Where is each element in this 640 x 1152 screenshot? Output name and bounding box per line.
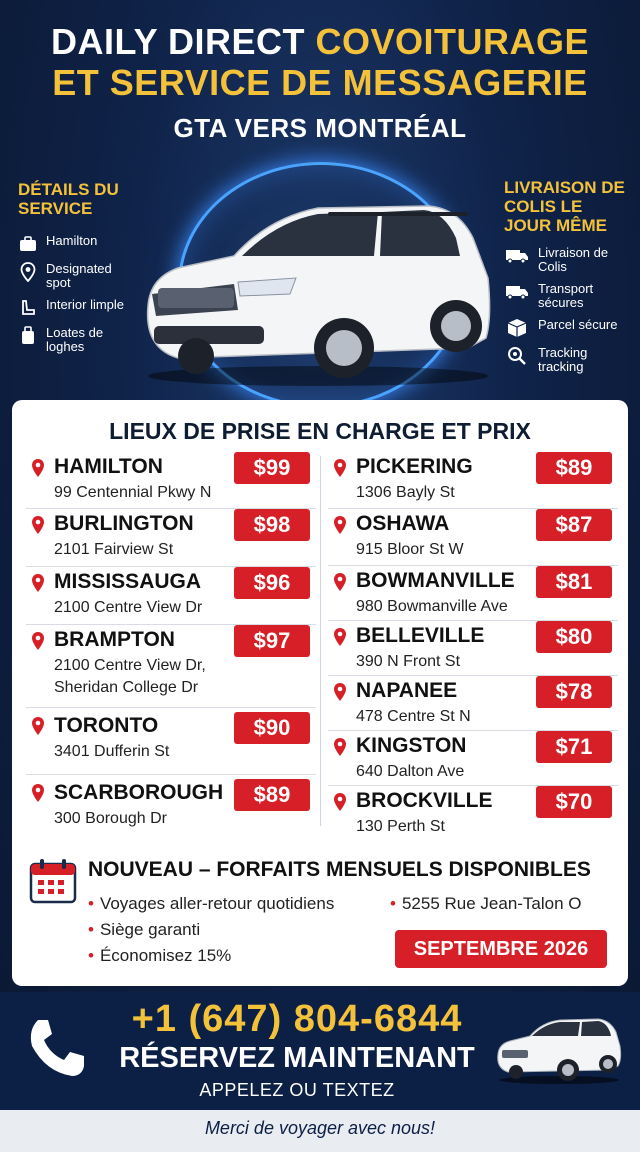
location-pin-icon xyxy=(332,792,348,812)
price-badge: $89 xyxy=(536,452,612,484)
delivery-item xyxy=(504,246,634,274)
pickup-row xyxy=(328,731,618,786)
pickup-row xyxy=(328,452,618,509)
pickup-address: 2100 Centre View Dr, Sheridan College Dr xyxy=(54,657,206,696)
delivery-item-label: Parcel sécure xyxy=(538,317,618,332)
pickup-city: PICKERING xyxy=(356,455,473,478)
delivery-item-label: Tracking tracking xyxy=(538,345,588,374)
headline-line-2: ET SERVICE DE MESSAGERIE xyxy=(52,62,588,103)
location-pin-icon xyxy=(332,737,348,757)
price-badge: $97 xyxy=(234,625,310,657)
monthly-plans-title: NOUVEAU – FORFAITS MENSUELS DISPONIBLES xyxy=(88,858,591,881)
location-pin-icon xyxy=(30,515,46,535)
call-or-text: APPELEZ OU TEXTEZ xyxy=(199,1080,395,1100)
thanks-bar xyxy=(0,1110,640,1152)
pickup-city: TORONTO xyxy=(54,714,159,737)
location-pin-icon xyxy=(332,572,348,592)
car-seat-icon xyxy=(18,298,38,318)
price-badge: $70 xyxy=(536,786,612,818)
pickup-city: MISSISSAUGA xyxy=(54,570,202,593)
pickup-row xyxy=(328,621,618,676)
pickup-row xyxy=(328,509,618,566)
luggage-icon xyxy=(18,326,38,346)
pickup-city: HAMILTON xyxy=(54,455,163,478)
location-pin-icon xyxy=(30,631,46,651)
service-item xyxy=(18,262,138,290)
pickup-row xyxy=(26,775,316,835)
pickup-address: 2101 Fairview St xyxy=(54,541,174,558)
pickup-city: SCARBOROUGH xyxy=(54,781,224,804)
pickup-address: 300 Borough Dr xyxy=(54,810,167,827)
service-item-label: Loates de loghes xyxy=(46,325,104,354)
delivery-list xyxy=(504,246,634,382)
service-item-label: Hamilton xyxy=(46,233,98,248)
plan-address: • 5255 Rue Jean-Talon O xyxy=(390,894,582,914)
location-pin-icon xyxy=(332,515,348,535)
suv-thumbnail xyxy=(494,1014,624,1086)
pickup-row xyxy=(26,625,316,708)
delivery-title: LIVRAISON DE COLIS LE JOUR MÊME xyxy=(504,178,625,235)
pickup-address: 2100 Centre View Dr xyxy=(54,599,203,616)
price-badge: $99 xyxy=(234,452,310,484)
pickup-city: OSHAWA xyxy=(356,512,450,535)
pickup-address: 390 N Front St xyxy=(356,653,461,670)
plan-bullet: • Siège garanti xyxy=(88,920,200,940)
location-pin-icon xyxy=(18,262,38,282)
service-item xyxy=(18,298,138,318)
pickup-city: NAPANEE xyxy=(356,679,458,702)
location-pin-icon xyxy=(332,458,348,478)
location-pin-icon xyxy=(30,716,46,736)
delivery-item xyxy=(504,318,634,338)
column-divider xyxy=(320,456,321,826)
pickup-row xyxy=(328,566,618,621)
pickup-row xyxy=(26,509,316,567)
pickup-city: BURLINGTON xyxy=(54,512,194,535)
service-details-list xyxy=(18,234,138,362)
price-badge: $87 xyxy=(536,509,612,541)
price-badge: $81 xyxy=(536,566,612,598)
briefcase-icon xyxy=(18,234,38,254)
calendar-icon xyxy=(28,856,78,906)
pickup-address: 478 Centre St N xyxy=(356,708,471,725)
service-item xyxy=(18,234,138,254)
pickup-address: 640 Dalton Ave xyxy=(356,763,465,780)
header xyxy=(0,22,640,144)
headline-white: DAILY DIRECT xyxy=(50,21,305,62)
price-badge: $78 xyxy=(536,676,612,708)
delivery-truck-icon xyxy=(504,282,530,302)
pickup-row xyxy=(26,452,316,509)
price-badge: $71 xyxy=(536,731,612,763)
delivery-item xyxy=(504,282,634,310)
thank-you-text: Merci de voyager avec nous! xyxy=(204,1118,436,1138)
pickup-city: BROCKVILLE xyxy=(356,789,493,812)
service-details-title: DÉTAILS DU SERVICE xyxy=(18,180,119,218)
service-item xyxy=(18,326,138,354)
book-now-text: RÉSERVEZ MAINTENANT xyxy=(119,1042,475,1074)
pickup-city: BOWMANVILLE xyxy=(356,569,515,592)
location-pin-icon xyxy=(332,627,348,647)
phone-number[interactable]: +1 (647) 804-6844 xyxy=(131,998,463,1040)
pickup-row xyxy=(328,786,618,842)
location-pin-icon xyxy=(30,783,46,803)
service-item-label: Designated spot xyxy=(46,261,112,290)
service-item-label: Interior limple xyxy=(46,297,125,312)
pricing-card xyxy=(12,400,628,986)
pickup-city: BRAMPTON xyxy=(54,628,175,651)
plan-bullet: • Économisez 15% xyxy=(88,946,231,966)
phone-icon[interactable] xyxy=(24,1016,88,1080)
delivery-item xyxy=(504,346,634,374)
route-subtitle: GTA VERS MONTRÉAL xyxy=(173,113,467,143)
pricing-column-left xyxy=(26,452,316,835)
pickup-address: 130 Perth St xyxy=(356,818,445,835)
price-badge: $89 xyxy=(234,779,310,811)
pickup-city: BELLEVILLE xyxy=(356,624,485,647)
price-badge: $98 xyxy=(234,509,310,541)
price-badge: $90 xyxy=(234,712,310,744)
price-badge: $80 xyxy=(536,621,612,653)
headline-gold: COVOITURAGE xyxy=(315,21,590,62)
headline-line-1 xyxy=(0,22,640,62)
location-pin-icon xyxy=(332,682,348,702)
location-pin-icon xyxy=(30,458,46,478)
pickup-address: 3401 Dufferin St xyxy=(54,743,170,760)
pickup-city: KINGSTON xyxy=(356,734,467,757)
pricing-column-right xyxy=(328,452,618,842)
pickup-address: 980 Bowmanville Ave xyxy=(356,598,508,615)
truck-icon xyxy=(504,246,530,266)
parcel-box-icon xyxy=(504,318,530,338)
delivery-item-label: Livraison de Colis xyxy=(538,245,609,274)
date-badge: SEPTEMBRE 2026 xyxy=(395,930,607,968)
plan-bullet: • Voyages aller-retour quotidiens xyxy=(88,894,334,914)
suv-image xyxy=(138,198,494,394)
pickup-address: 1306 Bayly St xyxy=(356,484,455,501)
delivery-item-label: Transport sécures xyxy=(538,281,594,310)
pickup-address: 99 Centennial Pkwy N xyxy=(54,484,212,501)
pickup-row xyxy=(26,567,316,625)
tracking-icon xyxy=(504,346,530,366)
location-pin-icon xyxy=(30,573,46,593)
pickup-address: 915 Bloor St W xyxy=(356,541,464,558)
pickup-row xyxy=(26,708,316,775)
price-badge: $96 xyxy=(234,567,310,599)
pickup-row xyxy=(328,676,618,731)
pricing-title: LIEUX DE PRISE EN CHARGE ET PRIX xyxy=(109,418,531,444)
